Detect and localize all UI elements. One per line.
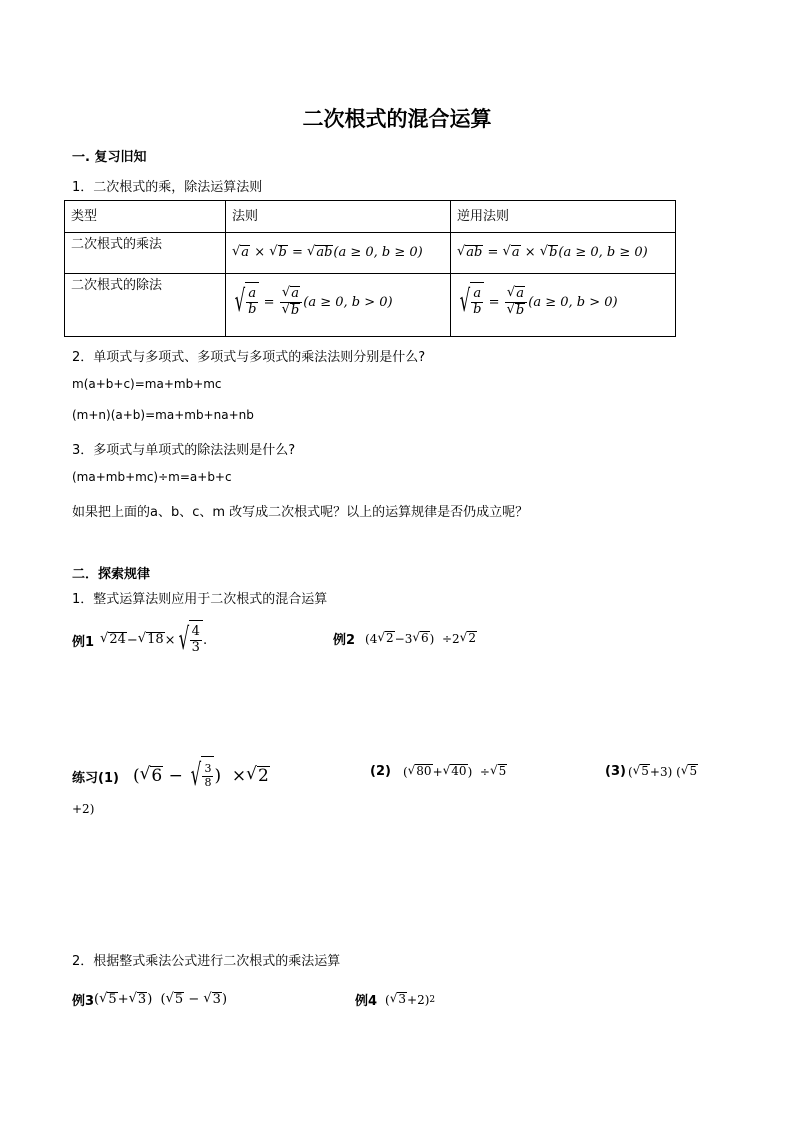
section1-item1: 1．二次根式的乘，除法运算法则 xyxy=(72,180,263,195)
section1-item2: 2．单项式与多项式、多项式与多项式的乘法法则分别是什么? xyxy=(72,350,426,365)
example-4-label: 例4 xyxy=(355,994,378,1009)
table-cell-rule: √ a × √ b = √ ab (a ≥ 0, b ≥ 0) xyxy=(226,233,451,274)
table-header: 类型 xyxy=(65,201,226,233)
table-header: 逆用法则 xyxy=(451,201,676,233)
section2-heading: 二．探索规律 xyxy=(72,567,151,582)
table-cell-rule: √ $\frac{a}{b}$ = √ a √ b (a ≥ 0, b > 0) xyxy=(226,274,451,337)
section1-item3: 3．多项式与单项式的除法法则是什么? xyxy=(72,443,296,458)
page-title: 二次根式的混合运算 xyxy=(302,107,492,131)
rule-condition: (a ≥ 0, b ≥ 0) xyxy=(333,245,423,261)
inverse-condition: (a ≥ 0, b > 0) xyxy=(528,294,618,310)
formula-3: (ma+mb+mc)÷m=a+b+c xyxy=(72,470,232,484)
formula-1: m(a+b+c)=ma+mb+mc xyxy=(72,377,222,391)
table-cell-type: 二次根式的乘法 xyxy=(65,233,226,274)
practice-1: 练习(1) ( √ 6 − √ $\frac{3}{8}$ ) × √ 2 xyxy=(72,756,270,796)
rule-condition: (a ≥ 0, b > 0) xyxy=(303,294,393,310)
table-header: 法则 xyxy=(226,201,451,233)
example-1-label: 例1 xyxy=(72,634,95,650)
rules-table xyxy=(64,200,676,337)
example-4: 例4 ( √ 3 +2) 2 xyxy=(355,991,436,1009)
practice-3-wrap: +2) xyxy=(72,802,95,816)
section1-question: 如果把上面的a、b、c、m 改写成二次根式呢？以上的运算规律是否仍成立呢？ xyxy=(72,505,529,520)
example-2-label: 例2 xyxy=(333,633,356,648)
practice-3-label: (3) xyxy=(605,764,626,779)
practice-3: (3) ( √ 5 +3) ( √ 5 xyxy=(605,763,698,779)
table-cell-type: 二次根式的除法 xyxy=(65,274,226,337)
example-3-label: 例3 xyxy=(72,994,95,1009)
inverse-condition: (a ≥ 0, b ≥ 0) xyxy=(558,245,648,261)
practice-2: (2) ( √ 80 + √ 40 ) ÷ √ 5 xyxy=(370,763,507,779)
practice-1-label: 练习(1) xyxy=(72,770,119,786)
section2-item1: 1．整式运算法则应用于二次根式的混合运算 xyxy=(72,592,328,607)
section1-heading: 一. 复习旧知 xyxy=(72,150,147,165)
section2-item2: 2．根据整式乘法公式进行二次根式的乘法运算 xyxy=(72,954,341,969)
example-2: 例2 (4 √ 2 −3 √ 6 ) ÷2 √ 2 xyxy=(333,630,476,648)
table-cell-inverse: √ ab = √ a × √ b (a ≥ 0, b ≥ 0) xyxy=(451,233,676,274)
formula-2: (m+n)(a+b)=ma+mb+na+nb xyxy=(72,408,254,422)
example-1: 例1 √ 24 − √ 18 × √ $\frac{4}{3}$ . xyxy=(72,620,207,660)
table-cell-inverse: √ $\frac{a}{b}$ = √ a √ b (a ≥ 0, b > 0) xyxy=(451,274,676,337)
example-3: 例3 ( √ 5 + √ 3 ) ( √ 5 − √ 3 ) xyxy=(72,990,228,1009)
practice-2-label: (2) xyxy=(370,764,391,779)
